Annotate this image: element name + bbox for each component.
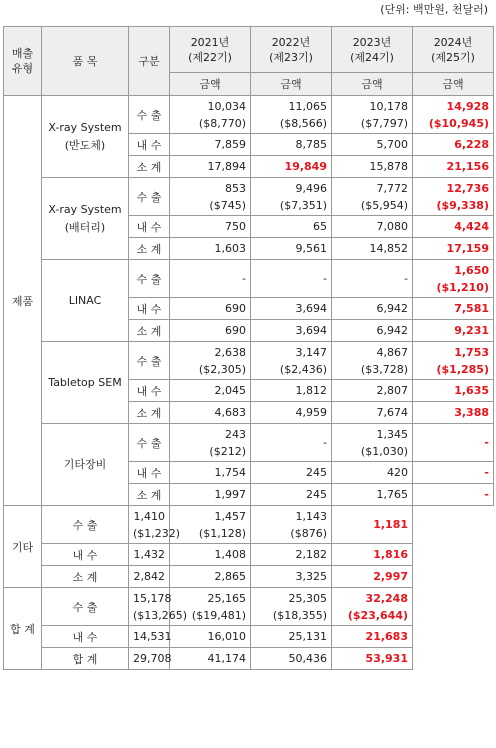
gubun-cell: 내 수: [129, 380, 170, 402]
amount-cell: 690: [170, 298, 251, 320]
amount-cell: 9,231: [413, 320, 494, 342]
amount-cell: 1,408: [170, 544, 251, 566]
amount-cell: 50,436: [251, 648, 332, 670]
amount-cell: 3,147 ($2,436): [251, 342, 332, 380]
gubun-cell: 합 계: [42, 648, 129, 670]
amount-cell: 420: [332, 462, 413, 484]
amount-cell: 1,143 ($876): [251, 506, 332, 544]
header-item: 품 목: [42, 27, 129, 96]
amount-cell: 17,894: [170, 156, 251, 178]
table-row: [4, 96, 494, 134]
amount-cell: 14,852: [332, 238, 413, 260]
amount-cell: 32,248 ($23,644): [332, 588, 413, 626]
amount-cell: 11,065 ($8,566): [251, 96, 332, 134]
amount-cell: 15,878: [332, 156, 413, 178]
amount-cell: 1,997: [170, 484, 251, 506]
amount-cell: 1,457 ($1,128): [170, 506, 251, 544]
amount-cell: 6,942: [332, 298, 413, 320]
sales-type-cell: 제품: [4, 96, 42, 506]
gubun-cell: 수 출: [129, 342, 170, 380]
year-label: 2022년: [271, 35, 311, 49]
gubun-cell: 소 계: [129, 484, 170, 506]
amount-cell: -: [413, 484, 494, 506]
sales-table: [3, 26, 494, 670]
period-label: (제22기): [188, 50, 232, 64]
amount-cell: 4,424: [413, 216, 494, 238]
amount-cell: 14,531: [129, 626, 170, 648]
amount-cell: 7,080: [332, 216, 413, 238]
header-year: [413, 27, 494, 73]
table-row: [4, 506, 494, 544]
year-label: 2024년: [433, 35, 473, 49]
amount-cell: 10,034 ($8,770): [170, 96, 251, 134]
gubun-cell: 수 출: [129, 260, 170, 298]
amount-cell: 853 ($745): [170, 178, 251, 216]
amount-cell: 2,865: [170, 566, 251, 588]
amount-cell: -: [413, 462, 494, 484]
gubun-cell: 수 출: [129, 424, 170, 462]
period-label: (제23기): [269, 50, 313, 64]
amount-cell: 7,581: [413, 298, 494, 320]
amount-cell: 6,942: [332, 320, 413, 342]
table-row: [4, 626, 494, 648]
amount-cell: 1,345 ($1,030): [332, 424, 413, 462]
gubun-cell: 수 출: [42, 506, 129, 544]
amount-cell: 1,650 ($1,210): [413, 260, 494, 298]
amount-cell: 245: [251, 462, 332, 484]
amount-cell: 3,388: [413, 402, 494, 424]
gubun-cell: 내 수: [42, 626, 129, 648]
amount-cell: 4,683: [170, 402, 251, 424]
amount-cell: 1,816: [332, 544, 413, 566]
amount-cell: 29,708: [129, 648, 170, 670]
amount-cell: 3,325: [251, 566, 332, 588]
amount-cell: 2,182: [251, 544, 332, 566]
amount-cell: -: [251, 260, 332, 298]
header-amount: 금액: [332, 73, 413, 96]
amount-cell: 7,772 ($5,954): [332, 178, 413, 216]
amount-cell: 41,174: [170, 648, 251, 670]
period-label: (제24기): [350, 50, 394, 64]
header-gubun: 구분: [129, 27, 170, 96]
amount-cell: 2,045: [170, 380, 251, 402]
amount-cell: -: [413, 424, 494, 462]
amount-cell: -: [332, 260, 413, 298]
sales-type-cell: 합 계: [4, 588, 42, 670]
amount-cell: 3,694: [251, 320, 332, 342]
amount-cell: 4,867 ($3,728): [332, 342, 413, 380]
amount-cell: -: [170, 260, 251, 298]
amount-cell: -: [251, 424, 332, 462]
amount-cell: 17,159: [413, 238, 494, 260]
gubun-cell: 수 출: [42, 588, 129, 626]
header-amount: 금액: [251, 73, 332, 96]
amount-cell: 1,410 ($1,232): [129, 506, 170, 544]
amount-cell: 16,010: [170, 626, 251, 648]
header-year: [251, 27, 332, 73]
amount-cell: 750: [170, 216, 251, 238]
amount-cell: 1,754: [170, 462, 251, 484]
header-year: [332, 27, 413, 73]
header-year: [170, 27, 251, 73]
amount-cell: 19,849: [251, 156, 332, 178]
year-label: 2023년: [352, 35, 392, 49]
amount-cell: 245: [251, 484, 332, 506]
amount-cell: 25,305 ($18,355): [251, 588, 332, 626]
item-name-cell: X-ray System (반도체): [42, 96, 129, 178]
amount-cell: 690: [170, 320, 251, 342]
gubun-cell: 내 수: [129, 216, 170, 238]
unit-note: (단위: 백만원, 천달러): [380, 3, 488, 16]
amount-cell: 1,603: [170, 238, 251, 260]
amount-cell: 1,635: [413, 380, 494, 402]
amount-cell: 21,156: [413, 156, 494, 178]
amount-cell: 1,753 ($1,285): [413, 342, 494, 380]
gubun-cell: 소 계: [129, 402, 170, 424]
table-row: [4, 260, 494, 298]
item-name-cell: X-ray System (배터리): [42, 178, 129, 260]
amount-cell: 2,997: [332, 566, 413, 588]
table-row: [4, 544, 494, 566]
gubun-cell: 소 계: [42, 566, 129, 588]
amount-cell: 12,736 ($9,338): [413, 178, 494, 216]
table-row: [4, 566, 494, 588]
amount-cell: 7,859: [170, 134, 251, 156]
gubun-cell: 수 출: [129, 96, 170, 134]
gubun-cell: 내 수: [129, 298, 170, 320]
table-row: [4, 178, 494, 216]
amount-cell: 10,178 ($7,797): [332, 96, 413, 134]
sales-type-cell: 기타: [4, 506, 42, 588]
amount-cell: 53,931: [332, 648, 413, 670]
period-label: (제25기): [431, 50, 475, 64]
amount-cell: 15,178 ($13,265): [129, 588, 170, 626]
gubun-cell: 내 수: [129, 462, 170, 484]
amount-cell: 8,785: [251, 134, 332, 156]
gubun-cell: 소 계: [129, 238, 170, 260]
table-row: [4, 342, 494, 380]
gubun-cell: 소 계: [129, 320, 170, 342]
amount-cell: 2,807: [332, 380, 413, 402]
amount-cell: 7,674: [332, 402, 413, 424]
amount-cell: 14,928 ($10,945): [413, 96, 494, 134]
table-row: [4, 648, 494, 670]
item-name-cell: LINAC: [42, 260, 129, 342]
item-name-cell: Tabletop SEM: [42, 342, 129, 424]
gubun-cell: 내 수: [129, 134, 170, 156]
year-label: 2021년: [190, 35, 230, 49]
amount-cell: 65: [251, 216, 332, 238]
amount-cell: 21,683: [332, 626, 413, 648]
amount-cell: 1,812: [251, 380, 332, 402]
amount-cell: 2,842: [129, 566, 170, 588]
amount-cell: 1,432: [129, 544, 170, 566]
header-sales-type: 매출 유형: [4, 27, 42, 96]
table-row: [4, 588, 494, 626]
header-amount: 금액: [170, 73, 251, 96]
amount-cell: 5,700: [332, 134, 413, 156]
amount-cell: 3,694: [251, 298, 332, 320]
amount-cell: 1,765: [332, 484, 413, 506]
item-name-cell: 기타장비: [42, 424, 129, 506]
amount-cell: 25,131: [251, 626, 332, 648]
table-row: [4, 424, 494, 462]
table-body: [4, 96, 494, 670]
amount-cell: 9,496 ($7,351): [251, 178, 332, 216]
amount-cell: 243 ($212): [170, 424, 251, 462]
header-amount: 금액: [413, 73, 494, 96]
amount-cell: 1,181: [332, 506, 413, 544]
amount-cell: 9,561: [251, 238, 332, 260]
gubun-cell: 소 계: [129, 156, 170, 178]
amount-cell: 25,165 ($19,481): [170, 588, 251, 626]
amount-cell: 2,638 ($2,305): [170, 342, 251, 380]
gubun-cell: 수 출: [129, 178, 170, 216]
amount-cell: 6,228: [413, 134, 494, 156]
gubun-cell: 내 수: [42, 544, 129, 566]
amount-cell: 4,959: [251, 402, 332, 424]
